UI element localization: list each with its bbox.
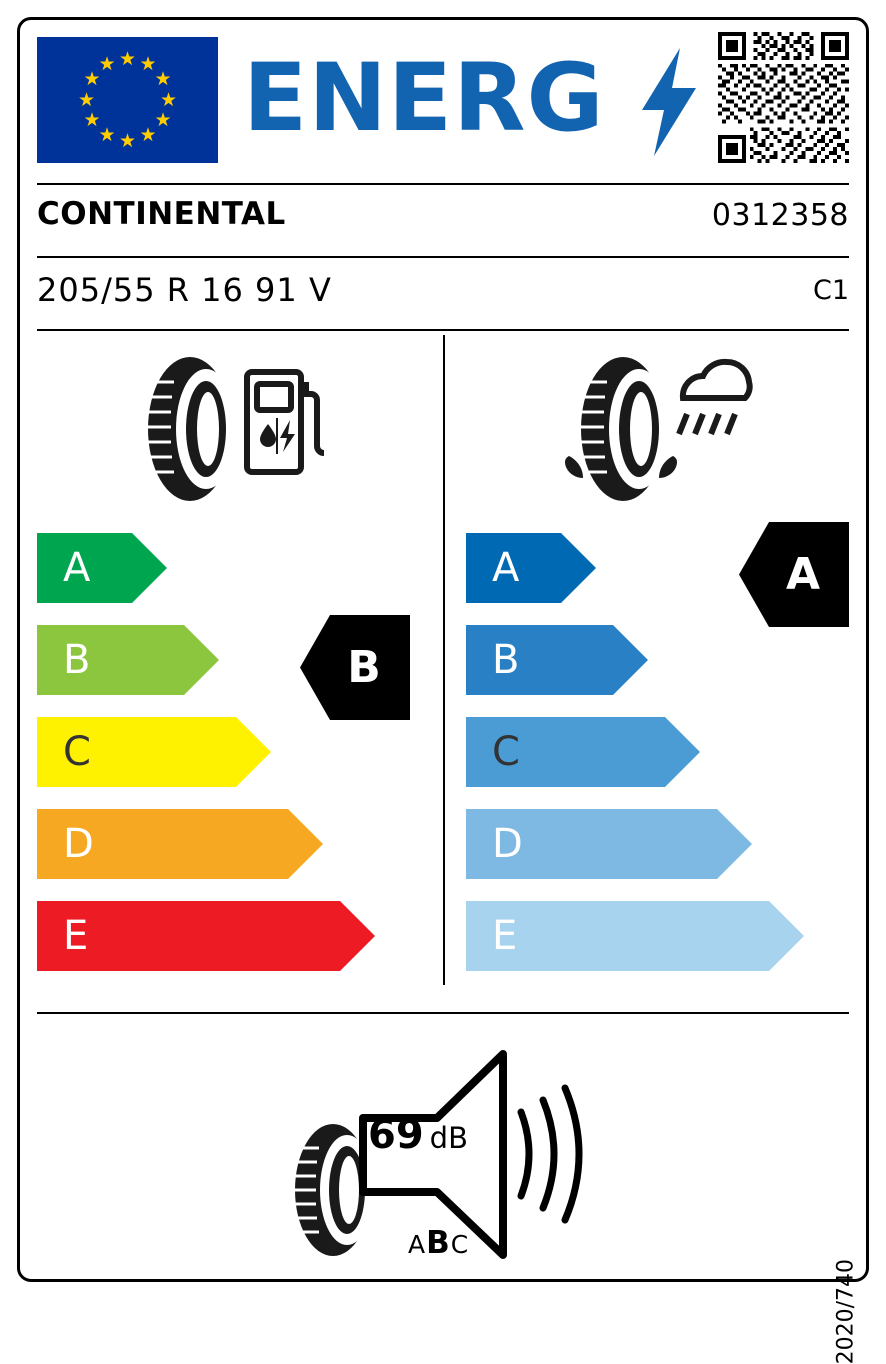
wet-grade-e <box>466 901 804 971</box>
fuel-grade-letter: E <box>63 913 89 959</box>
fuel-pump-icon <box>247 372 324 472</box>
eu-star: ★ <box>154 68 172 90</box>
divider-top <box>37 183 849 185</box>
wet-grade-a <box>466 533 596 603</box>
divider-size <box>37 329 849 331</box>
eu-flag <box>37 37 218 163</box>
fuel-rating-letter: B <box>347 642 381 693</box>
noise-db-unit: dB <box>429 1121 468 1155</box>
eu-star: ★ <box>98 124 116 146</box>
eu-star: ★ <box>83 109 101 131</box>
fuel-grade-letter: D <box>63 821 94 867</box>
regulation-reference: 2020/740 <box>833 1259 858 1364</box>
eu-star: ★ <box>118 129 137 152</box>
eu-star: ★ <box>154 109 172 131</box>
fuel-rating-marker <box>300 615 410 720</box>
wet-grade-letter: C <box>492 729 520 775</box>
fuel-grade-letter: B <box>63 637 91 683</box>
wet-grade-letter: A <box>492 545 520 591</box>
fuel-grade-e <box>37 901 375 971</box>
noise-value <box>368 1112 468 1158</box>
fuel-efficiency-icon <box>128 352 323 507</box>
fuel-grade-letter: C <box>63 729 91 775</box>
eu-star: ★ <box>83 68 101 90</box>
tyre-icon <box>148 357 236 501</box>
wet-grip-rating-marker <box>739 522 849 627</box>
sound-waves-icon <box>521 1088 579 1220</box>
fuel-grade-d <box>37 809 323 879</box>
wet-grade-letter: D <box>492 821 523 867</box>
noise-class-b-selected: B <box>426 1225 451 1261</box>
fuel-grade-a <box>37 533 167 603</box>
eu-star: ★ <box>139 124 157 146</box>
wet-grade-letter: B <box>492 637 520 683</box>
eu-star: ★ <box>139 52 157 75</box>
tyre-icon <box>581 357 669 501</box>
eu-star: ★ <box>118 47 137 70</box>
qr-code <box>718 32 849 163</box>
eu-star: ★ <box>77 88 96 111</box>
noise-db-number: 69 <box>368 1112 424 1158</box>
wet-grade-letter: E <box>492 913 518 959</box>
brand-name: CONTINENTAL <box>37 196 286 232</box>
wet-grip-rating-letter: A <box>785 549 821 600</box>
wet-grade-b <box>466 625 648 695</box>
energy-wordmark: ENERG <box>243 44 605 153</box>
tyre-class: C1 <box>812 275 849 306</box>
column-divider <box>443 335 445 985</box>
fuel-grade-letter: A <box>63 545 91 591</box>
eu-star: ★ <box>98 52 116 75</box>
wet-grip-icon <box>533 352 758 507</box>
tyre-size: 205/55 R 16 91 V <box>37 271 332 309</box>
wet-grade-c <box>466 717 700 787</box>
product-code: 0312358 <box>711 198 849 233</box>
noise-class-a: A <box>408 1230 427 1259</box>
eu-star: ★ <box>159 88 178 111</box>
fuel-grade-b <box>37 625 219 695</box>
fuel-grade-c <box>37 717 271 787</box>
divider-noise <box>37 1012 849 1014</box>
divider-brand <box>37 256 849 258</box>
lightning-bolt-icon <box>640 48 698 156</box>
noise-class-c: C <box>450 1230 470 1259</box>
rain-cloud-icon <box>679 362 750 434</box>
noise-class-scale <box>408 1225 469 1261</box>
wet-grade-d <box>466 809 752 879</box>
